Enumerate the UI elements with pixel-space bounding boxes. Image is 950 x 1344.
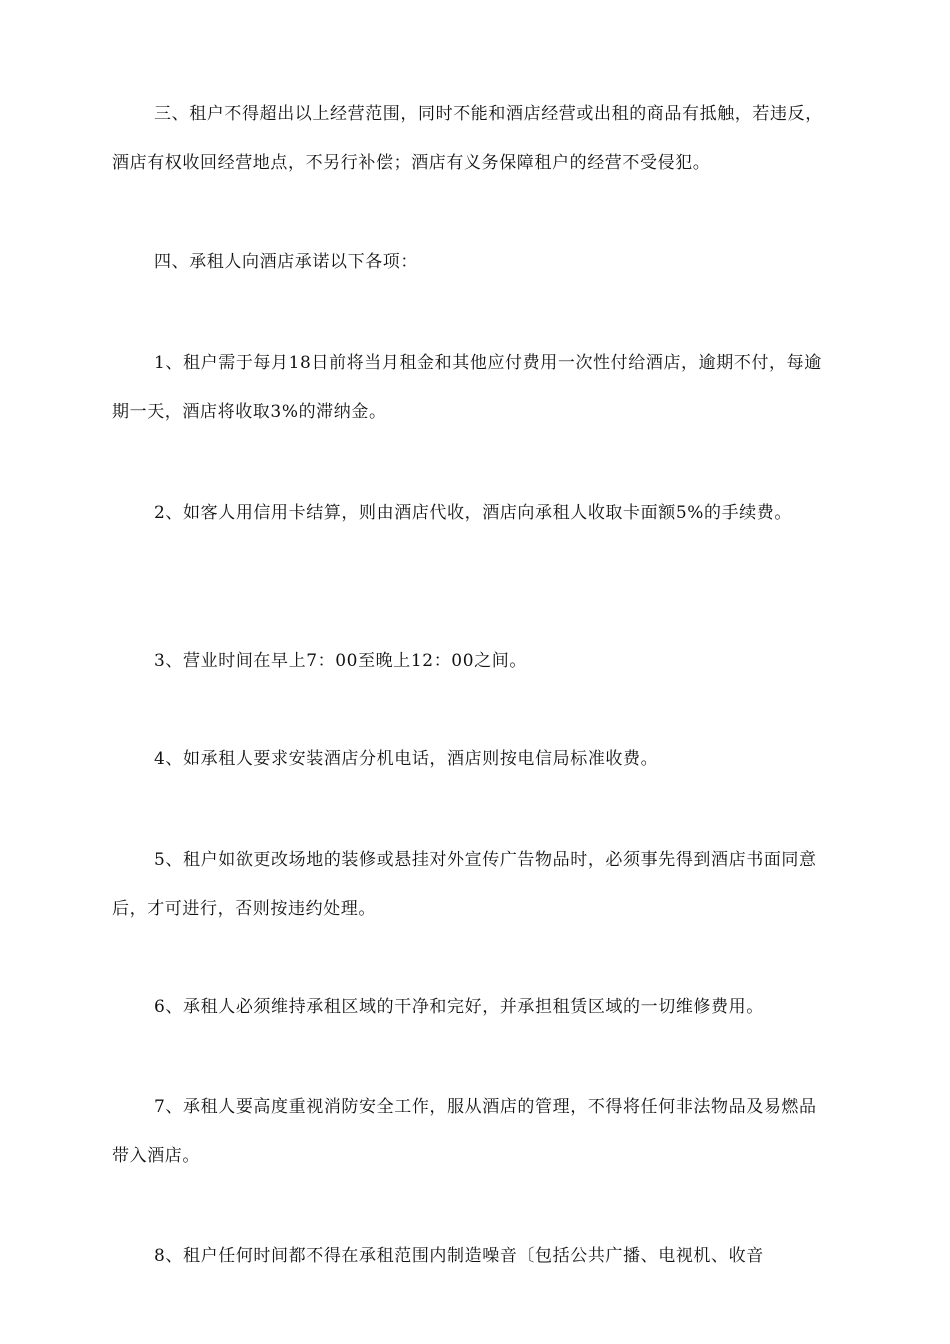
- paragraph-item-3: 3、营业时间在早上7：00至晚上12：00之间。: [154, 651, 527, 671]
- paragraph-item-7: 7、承租人要高度重视消防安全工作，服从酒店的管理，不得将任何非法物品及易燃品带入酒店。: [112, 1097, 817, 1166]
- paragraph-item-4: 4、如承租人要求安装酒店分机电话，酒店则按电信局标准收费。: [154, 749, 659, 769]
- paragraph-item-6: 6、承租人必须维持承租区域的干净和完好，并承担租赁区域的一切维修费用。: [154, 997, 764, 1017]
- paragraph-item-1: 1、租户需于每月18日前将当月租金和其他应付费用一次性付给酒店，逾期不付，每逾期一天，酒店将收取3%的滞纳金。: [112, 353, 822, 422]
- paragraph-clause-3: 三、租户不得超出以上经营范围，同时不能和酒店经营或出租的商品有抵触，若违反，酒店有权收回经营地点，不另行补偿；酒店有义务保障租户的经营不受侵犯。: [112, 104, 823, 173]
- paragraph-item-8: 8、租户任何时间都不得在承租范围内制造噪音〔包括公共广播、电视机、收音: [154, 1246, 764, 1266]
- paragraph-clause-4-heading: 四、承租人向酒店承诺以下各项：: [154, 252, 418, 272]
- paragraph-item-5: 5、租户如欲更改场地的装修或悬挂对外宣传广告物品时，必须事先得到酒店书面同意后，才可进行，否则按违约处理。: [112, 850, 817, 919]
- paragraph-item-2: 2、如客人用信用卡结算，则由酒店代收，酒店向承租人收取卡面额5%的手续费。: [154, 503, 792, 523]
